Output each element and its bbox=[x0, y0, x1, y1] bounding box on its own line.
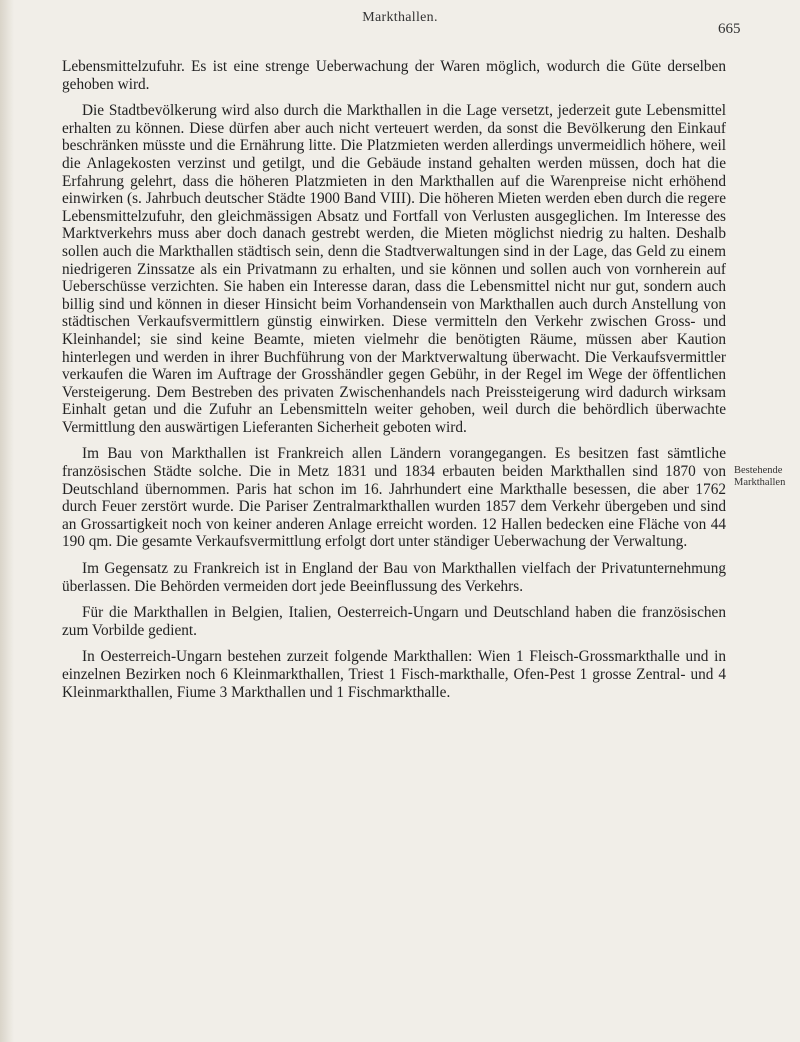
page-number: 665 bbox=[718, 21, 741, 37]
paragraph-stadtbevoelkerung: Die Stadtbevölkerung wird also durch die Markthallen in die Lage versetzt, jederzeit gute Lebensmittel erhalten zu können. Diese dürfen aber auch nicht verteuert werden, da sonst die Bevölkerung den Einkauf beschränken müsste und die Ernährung litte. Die Platzmieten werden allerdings unvermeidlich höhere, weil die Anlagekosten verzinst und getilgt, und die Gebäude instand gehalten werden müssen, doch hat die Erfahrung gelehrt, dass die höheren Platzmieten in den Markthallen auf die Warenpreise nicht erhöhend einwirken (s. Jahrbuch deutscher Städte 1900 Band VIII). Die höheren Mieten werden eben durch die regere Lebensmittelzufuhr, den gleichmässigen Absatz und Fortfall von Verlusten ausgeglichen. Im Interesse des Marktverkehrs muss aber doch danach gestrebt werden, die Mieten möglichst niedrig zu halten. Deshalb sollen auch die Markthallen städtisch sein, denn die Stadtverwaltungen sind in der Lage, das Geld zu einem niedrigeren Zinssatze als ein Privatmann zu erhalten, und sie können und sollen auch von vornherein auf Ueberschüsse verzichten. Sie haben ein Interesse daran, dass die Lebensmittel nicht nur gut, sondern auch billig sind und können in dieser Hinsicht beim Vorhandensein von Markthallen auch durch Anstellung von städtischen Verkaufsvermittlern günstig einwirken. Diese vermitteln den Verkehr zwischen Gross- und Kleinhandel; sie sind keine Beamte, mieten vielmehr die benötigten Räume, müssen aber Kaution hinterlegen und werden in ihrer Buchführung von der Marktverwaltung überwacht. Die Verkaufsvermittler verkaufen die Waren im Auftrage der Grosshändler gegen Gebühr, in der Regel im Wege der öffentlichen Versteigerung. Dem Bestreben des privaten Zwischenhandels nach Preissteigerung wird dadurch wirksam Einhalt getan und die Zufuhr an Lebensmitteln weiter gehoben, weil durch die behördlich überwachte Vermittlung den auswärtigen Lieferanten Sicherheit geboten wird. bbox=[62, 102, 726, 436]
page-edge-shadow bbox=[0, 0, 14, 1042]
paragraph-england: Im Gegensatz zu Frankreich ist in England der Bau von Markthallen vielfach der Privatunternehmung überlassen. Die Behörden vermeiden dort jede Beeinflussung des Verkehrs. bbox=[62, 560, 726, 595]
margin-note: Bestehende Markthallen bbox=[734, 465, 786, 488]
paragraph-continuation: Lebensmittelzufuhr. Es ist eine strenge Ueberwachung der Waren möglich, wodurch die Güte derselben gehoben wird. bbox=[62, 58, 726, 93]
paragraph-frankreich: Im Bau von Markthallen ist Frankreich allen Ländern vorangegangen. Es besitzen fast sämtliche französischen Städte solche. Die in Metz 1831 und 1834 erbauten beiden Markthallen sind 1870 von Deutschland übernommen. Paris hat schon im 16. Jahrhundert eine Markthalle besessen, die aber 1762 durch Feuer zerstört wurde. Die Pariser Zentralmarkthallen wurden 1857 dem Verkehr übergeben und sind an Grossartigkeit noch von keiner anderen Anlage erreicht worden. 12 Hallen bedecken eine Fläche von 44 190 qm. Die gesamte Verkaufsvermittlung erfolgt dort unter ständiger Ueberwachung der Verwaltung. bbox=[62, 445, 726, 551]
running-header: Markthallen. bbox=[362, 10, 438, 25]
paragraph-oesterreich: In Oesterreich-Ungarn bestehen zurzeit folgende Markthallen: Wien 1 Fleisch-Grossmarkthalle und in einzelnen Bezirken noch 6 Kleinmarkthallen, Triest 1 Fisch-markthalle, Ofen-Pest 1 grosse Zentral- und 4 Kleinmarkthallen, Fiume 3 Markthallen und 1 Fischmarkthalle. bbox=[62, 648, 726, 701]
page-body bbox=[62, 58, 726, 710]
paragraph-vorbilde: Für die Markthallen in Belgien, Italien, Oesterreich-Ungarn und Deutschland haben die französischen zum Vorbilde gedient. bbox=[62, 604, 726, 639]
